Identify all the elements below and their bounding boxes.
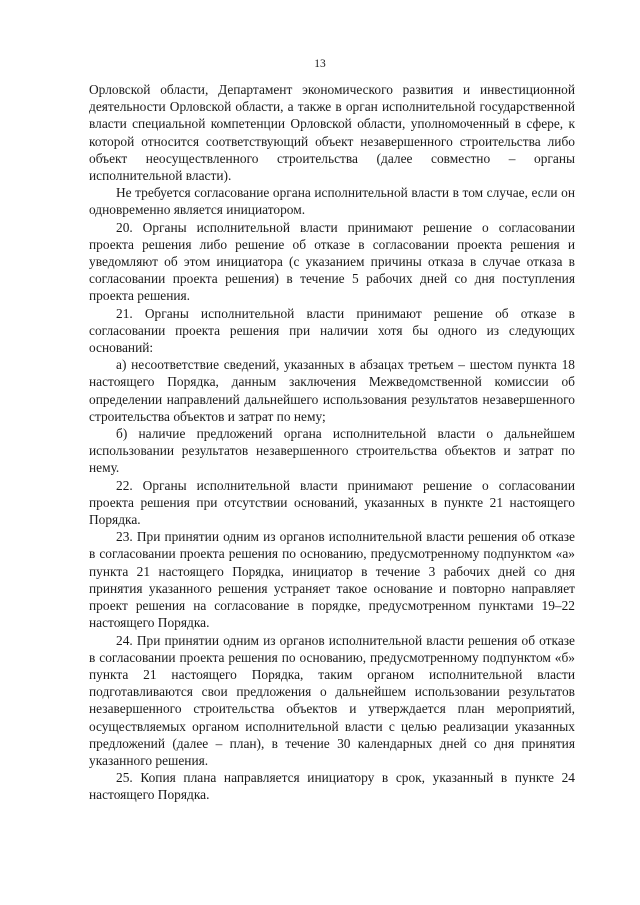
paragraph-23: 23. При принятии одним из органов исполнительной власти решения об отказе в согласовании проекта решения по основанию, предусмотренному подпунктом «а» пункта 21 настоящего Порядка, инициатор в течение 3 рабочих дней со дня принятия указанного решения устраняет такое основание и повторно направляет проект решения на согласование в порядке, предусмотренном пунктами 19–22 настоящего Порядка.	[89, 529, 575, 631]
page-number: 13	[314, 58, 326, 70]
document-body	[89, 81, 575, 804]
paragraph-21-b: б) наличие предложений органа исполнительной власти о дальнейшем использовании результатов незавершенного строительства объектов и затрат по нему.	[89, 426, 575, 476]
paragraph-22: 22. Органы исполнительной власти принимают решение о согласовании проекта решения при отсутствии оснований, указанных в пункте 21 настоящего Порядка.	[89, 477, 575, 528]
paragraph-21-a: а) несоответствие сведений, указанных в абзацах третьем – шестом пункта 18 настоящего Порядка, данным заключения Межведомственной комиссии об определении направлений дальнейшего использования результатов незавершенного строительства объектов и затрат по нему;	[89, 357, 575, 424]
paragraph-continuation: Орловской области, Департамент экономического развития и инвестиционной деятельности Орловской области, а также в орган исполнительной государственной власти специальной компетенции Орловской области, уполномоченный в сфере, к которой относится соответствующий объект незавершенного строительства либо объект неосуществленного строительства (далее совместно – органы исполнительной власти).	[89, 82, 575, 184]
paragraph-20: 20. Органы исполнительной власти принимают решение о согласовании проекта решения либо решение об отказе в согласовании проекта решения и уведомляют об этом инициатора (с указанием причины отказа в случае отказа в согласовании проекта решения) в течение 5 рабочих дней со дня поступления проекта решения.	[89, 219, 575, 304]
paragraph-21: 21. Органы исполнительной власти принимают решение об отказе в согласовании проекта решения при наличии хотя бы одного из следующих оснований:	[89, 305, 575, 356]
paragraph-24: 24. При принятии одним из органов исполнительной власти решения об отказе в согласовании проекта решения по основанию, предусмотренному подпунктом «б» пункта 21 настоящего Порядка, таким органом исполнительной власти подготавливаются свои предложения о дальнейшем использовании результатов незавершенного строительства объектов и утверждается план мероприятий, осуществляемых органом исполнительной власти с целью реализации указанных предложений (далее – план), в течение 30 календарных дней со дня принятия указанного решения.	[89, 632, 575, 768]
paragraph-exception: Не требуется согласование органа исполнительной власти в том случае, если он одновременно является инициатором.	[89, 185, 575, 218]
paragraph-25: 25. Копия плана направляется инициатору в срок, указанный в пункте 24 настоящего Порядка.	[89, 770, 575, 803]
